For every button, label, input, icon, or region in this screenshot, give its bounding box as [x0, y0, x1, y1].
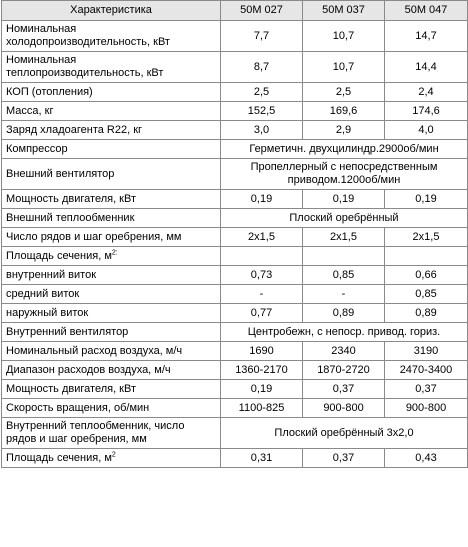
specifications-table: [1, 0, 468, 468]
row-label: [2, 190, 221, 209]
row-label-text: Масса, кг: [6, 104, 54, 117]
table-row: [2, 190, 468, 209]
row-value-model-2: 0,19: [303, 190, 385, 209]
row-merged-value: Пропеллерный с непосредственным приводом.1200об/мин: [221, 159, 468, 190]
row-value-model-1: 7,7: [221, 21, 303, 52]
table-row: [2, 285, 468, 304]
table-row: [2, 140, 468, 159]
table-row: [2, 83, 468, 102]
row-value-model-2: 2340: [303, 342, 385, 361]
row-label-text: Номинальная холодопроизводительность, кВт: [6, 23, 170, 48]
row-label: [2, 285, 221, 304]
table-row: [2, 266, 468, 285]
table-row: [2, 121, 468, 140]
row-label: [2, 449, 221, 468]
row-value-model-1: 1360-2170: [221, 361, 303, 380]
row-value-model-1: 8,7: [221, 52, 303, 83]
row-label: [2, 159, 221, 190]
row-value-model-3: 900-800: [385, 399, 468, 418]
row-label-text: Компрессор: [6, 142, 68, 155]
row-label: [2, 361, 221, 380]
row-value-model-3: 4,0: [385, 121, 468, 140]
row-value-model-3: 14,7: [385, 21, 468, 52]
row-label: [2, 83, 221, 102]
row-label-text: Площадь сечения, м: [6, 451, 112, 464]
table-body: [2, 21, 468, 468]
header-model-50m047: 50M 047: [385, 1, 468, 21]
row-label-text: Заряд хладоагента R22, кг: [6, 123, 143, 136]
row-label-text: Скорость вращения, об/мин: [6, 401, 150, 414]
table-row: [2, 361, 468, 380]
table-row: [2, 52, 468, 83]
row-value-model-3: 2,4: [385, 83, 468, 102]
unit-superscript: 2:: [111, 248, 118, 256]
row-label-text: наружный виток: [6, 306, 89, 319]
row-value-model-3: [385, 247, 468, 266]
row-label-text: Площадь сечения, м: [6, 249, 112, 262]
row-label: [2, 52, 221, 83]
row-label: [2, 418, 221, 449]
row-value-model-2: 2,9: [303, 121, 385, 140]
row-value-model-1: 1690: [221, 342, 303, 361]
row-label: [2, 266, 221, 285]
row-label: [2, 399, 221, 418]
row-value-model-1: 152,5: [221, 102, 303, 121]
table-row: [2, 304, 468, 323]
row-value-model-3: 14,4: [385, 52, 468, 83]
row-value-model-3: 0,19: [385, 190, 468, 209]
row-value-model-2: 0,37: [303, 380, 385, 399]
row-merged-value: Центробежн, с непоср. привод. гориз.: [221, 323, 468, 342]
row-label-text: Диапазон расходов воздуха, м/ч: [6, 363, 171, 376]
row-value-model-3: 2x1,5: [385, 228, 468, 247]
row-value-model-3: 0,66: [385, 266, 468, 285]
table-row: [2, 380, 468, 399]
table-row: [2, 21, 468, 52]
row-value-model-2: 2x1,5: [303, 228, 385, 247]
table-row: [2, 209, 468, 228]
row-value-model-2: 10,7: [303, 21, 385, 52]
row-label: [2, 121, 221, 140]
row-value-model-1: 0,19: [221, 190, 303, 209]
row-label-text: средний виток: [6, 287, 80, 300]
table-row: [2, 228, 468, 247]
row-value-model-2: 10,7: [303, 52, 385, 83]
row-label: [2, 140, 221, 159]
table-row: [2, 159, 468, 190]
row-label: [2, 21, 221, 52]
row-value-model-1: 2x1,5: [221, 228, 303, 247]
row-value-model-3: 174,6: [385, 102, 468, 121]
row-value-model-1: 0,31: [221, 449, 303, 468]
table-row: [2, 399, 468, 418]
row-merged-value: Плоский оребрённый: [221, 209, 468, 228]
header-model-50m037: 50M 037: [303, 1, 385, 21]
row-value-model-1: 0,19: [221, 380, 303, 399]
row-label-text: внутренний виток: [6, 268, 97, 281]
row-value-model-2: 0,85: [303, 266, 385, 285]
table-row: [2, 102, 468, 121]
row-value-model-3: 0,37: [385, 380, 468, 399]
header-row: [2, 1, 468, 21]
row-label-text: Номинальный расход воздуха, м/ч: [6, 344, 183, 357]
row-label-text: Внутренний вентилятор: [6, 325, 129, 338]
row-label: [2, 323, 221, 342]
row-label: [2, 228, 221, 247]
row-value-model-2: 0,37: [303, 449, 385, 468]
table-row: [2, 247, 468, 266]
row-value-model-1: 0,77: [221, 304, 303, 323]
row-label-text: Внутренний теплообменник, число рядов и шаг оребрения, мм: [6, 420, 185, 445]
unit-superscript: 2: [111, 450, 116, 458]
row-value-model-3: 3190: [385, 342, 468, 361]
row-value-model-2: 169,6: [303, 102, 385, 121]
row-value-model-2: 2,5: [303, 83, 385, 102]
row-label-text: КОП (отопления): [6, 85, 93, 98]
row-value-model-1: 2,5: [221, 83, 303, 102]
header-characteristic: Характеристика: [2, 1, 221, 21]
row-merged-value: Герметичн. двухцилиндр.2900об/мин: [221, 140, 468, 159]
row-label-text: Внешний теплообменник: [6, 211, 135, 224]
row-value-model-2: 1870-2720: [303, 361, 385, 380]
row-label-text: Мощность двигателя, кВт: [6, 382, 137, 395]
row-value-model-2: 0,89: [303, 304, 385, 323]
row-value-model-3: 0,89: [385, 304, 468, 323]
row-value-model-2: -: [303, 285, 385, 304]
table-row: [2, 342, 468, 361]
row-label-text: Внешний вентилятор: [6, 167, 115, 180]
row-label-text: Мощность двигателя, кВт: [6, 192, 137, 205]
table-row: [2, 449, 468, 468]
row-merged-value: Плоский оребрённый 3x2,0: [221, 418, 468, 449]
row-value-model-2: [303, 247, 385, 266]
row-value-model-1: 1100-825: [221, 399, 303, 418]
row-label: [2, 304, 221, 323]
row-label: [2, 342, 221, 361]
row-value-model-2: 900-800: [303, 399, 385, 418]
row-label: [2, 247, 221, 266]
row-label-text: Номинальная теплопроизводительность, кВт: [6, 54, 164, 79]
row-value-model-3: 0,43: [385, 449, 468, 468]
row-value-model-1: [221, 247, 303, 266]
header-model-50m027: 50M 027: [221, 1, 303, 21]
row-value-model-1: -: [221, 285, 303, 304]
row-label-text: Число рядов и шаг оребрения, мм: [6, 230, 182, 243]
table-row: [2, 323, 468, 342]
row-value-model-1: 0,73: [221, 266, 303, 285]
row-label: [2, 209, 221, 228]
row-label: [2, 102, 221, 121]
row-label: [2, 380, 221, 399]
row-value-model-3: 2470-3400: [385, 361, 468, 380]
row-value-model-3: 0,85: [385, 285, 468, 304]
row-value-model-1: 3,0: [221, 121, 303, 140]
table-row: [2, 418, 468, 449]
